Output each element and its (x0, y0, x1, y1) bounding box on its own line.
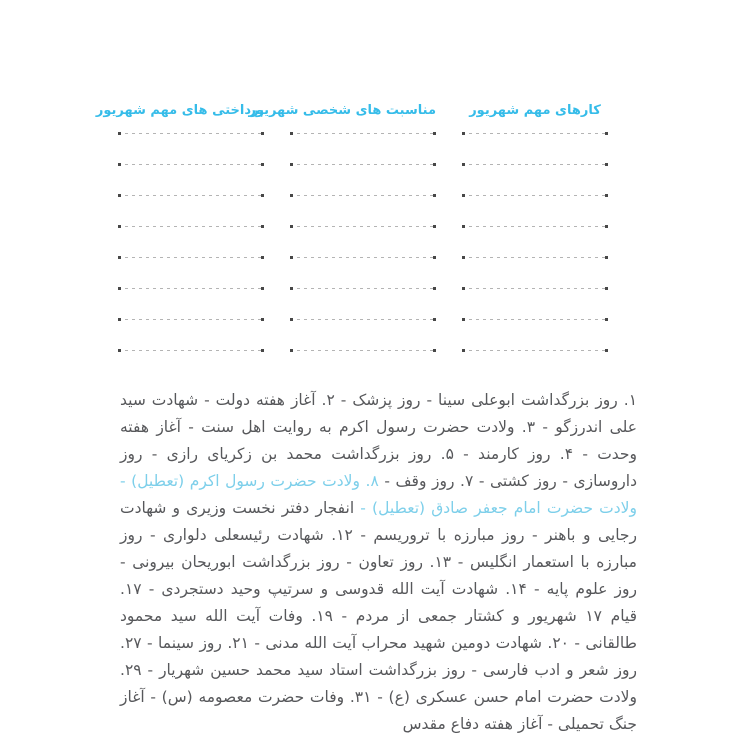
column-personal-occasions (248, 101, 436, 351)
writing-line (290, 164, 436, 165)
column-title-important-payments: پرداختی های مهم شهریور (95, 103, 264, 118)
writing-line (118, 319, 264, 320)
writing-line (462, 226, 608, 227)
writing-line (118, 164, 264, 165)
writing-line (118, 133, 264, 134)
writing-line (118, 195, 264, 196)
writing-line (290, 226, 436, 227)
writing-line (290, 195, 436, 196)
events-text-segment: ۱. روز بزرگداشت ابوعلی سینا - روز پزشک - ۲. آغاز هفته دولت - شهادت سید علی اندرزگو - ۳. ولادت حضرت رسول اکرم به روایت اهل سنت - آغاز هفته وحدت - ۴. روز کارمند - ۵. روز بزرگداشت محمد بن زکریای رازی - روز داروسازی - روز کشتی - ۷. روز وقف - (120, 390, 638, 490)
writing-line (118, 226, 264, 227)
writing-line (290, 288, 436, 289)
writing-line (290, 257, 436, 258)
writing-line (118, 350, 264, 351)
column-title-important-tasks: کارهای مهم شهریور (469, 103, 601, 118)
writing-line (462, 319, 608, 320)
column-important-tasks (462, 101, 608, 351)
writing-line (462, 257, 608, 258)
writing-line (290, 350, 436, 351)
events-text-segment: انفجار دفتر نخست وزیری و شهادت رجایی و باهنر - روز مبارزه با تروریسم - ۱۲. شهادت رئیسعلی دلواری - روز مبارزه با استعمار انگلیس - ۱۳. روز تعاون - روز بزرگداشت ابوریحان بیرونی - روز علوم پایه - ۱۴. شهادت آیت الله قدوسی و سرتیپ وحید دستجردی - ۱۷. قیام ۱۷ شهریور و کشتار جمعی از مردم - ۱۹. وفات آیت الله سید محمود طالقانی - ۲۰. شهادت دومین شهید محراب آیت الله مدنی - ۲۱. روز سینما - ۲۷. روز شعر و ادب فارسی - روز بزرگداشت استاد سید محمد حسین شهریار - ۲۹. ولادت حضرت امام حسن عسکری (ع) - ۳۱. وفات حضرت معصومه (س) - آغاز جنگ تحمیلی - آغاز هفته دفاع مقدس (120, 498, 637, 733)
column-title-personal-occasions: مناسبت های شخصی شهریور (248, 103, 436, 118)
month-events-paragraph (120, 387, 637, 738)
writing-line (118, 257, 264, 258)
writing-line (462, 350, 608, 351)
events-text-segment-highlighted: ۸. ولادت حضرت رسول اکرم (تعطیل) - ولادت حضرت امام جعفر صادق (تعطیل) - (120, 471, 637, 517)
writing-line (462, 133, 608, 134)
writing-line (290, 319, 436, 320)
writing-line (118, 288, 264, 289)
writing-line (462, 288, 608, 289)
writing-line (462, 164, 608, 165)
writing-line (290, 133, 436, 134)
writing-line (462, 195, 608, 196)
planner-columns (95, 101, 608, 351)
column-important-payments (95, 101, 264, 351)
